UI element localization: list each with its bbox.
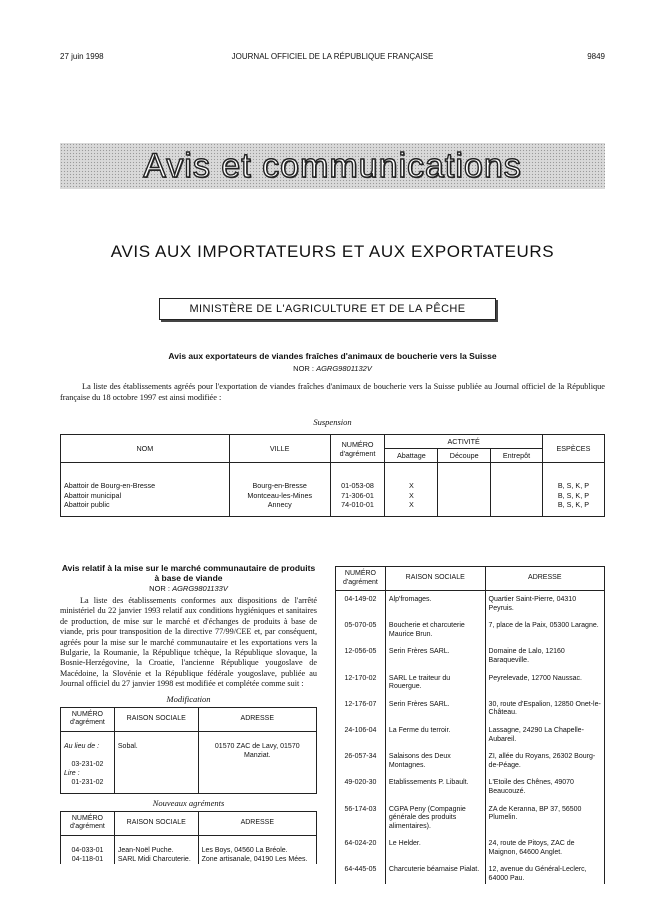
cell-especes: B, S, K, P	[542, 463, 604, 491]
col-abattage: Abattage	[385, 449, 438, 463]
cell-raison: Charcuterie béarnaise Pialat.	[385, 861, 485, 883]
cell-adresse: Domaine de Lalo, 12160 Baraqueville.	[485, 643, 604, 669]
cell-adresse	[198, 769, 316, 778]
cell-numero: 71-306-01	[330, 491, 385, 501]
col-numero: NUMÉRO d'agrément	[61, 707, 115, 731]
col-nom: NOM	[61, 435, 230, 463]
cell-numero: 01-231-02	[61, 778, 115, 794]
cell-adresse: 01570 ZAC de Lavy, 01570 Manziat.	[198, 731, 316, 760]
cell-ville: Annecy	[229, 500, 330, 516]
modification-subtitle: Modification	[166, 693, 211, 704]
cell-ville: Bourg-en-Bresse	[229, 463, 330, 491]
avis2-column	[60, 563, 317, 864]
cell-numero: 12-056-05	[336, 643, 386, 669]
cell-raison: CGPA Peny (Compagnie générale des produits alimentaires).	[385, 801, 485, 836]
cell-raison: Sobal.	[114, 731, 198, 760]
col-activite: ACTIVITÉ	[385, 435, 542, 449]
section-banner	[60, 143, 605, 189]
col-especes: ESPÈCES	[542, 435, 604, 463]
cell-numero: 12-170-02	[336, 670, 386, 696]
col-numero: NUMÉRO d'agrément	[336, 567, 386, 591]
nor-code: AGRG9801133V	[172, 584, 228, 593]
running-header	[60, 52, 605, 64]
table-row	[61, 760, 317, 769]
table-row	[336, 835, 605, 861]
avis2-nor	[60, 584, 317, 593]
table-row	[61, 491, 605, 501]
cell-raison: Jean-Noël Puche.	[114, 835, 198, 855]
section-title: AVIS AUX IMPORTATEURS ET AUX EXPORTATEURS	[110, 242, 555, 261]
table-row	[61, 500, 605, 516]
cell-numero: 49-020-30	[336, 774, 386, 800]
cell-numero: 01-053-08	[330, 463, 385, 491]
table-row	[61, 769, 317, 778]
cell-numero: 05-070-05	[336, 617, 386, 643]
cell-numero: 74-010-01	[330, 500, 385, 516]
cell-numero: 12-176-07	[336, 696, 386, 722]
ministry-box	[159, 298, 496, 320]
cell-ville: Montceau-les-Mines	[229, 491, 330, 501]
col-numero: NUMÉRO d'agrément	[330, 435, 385, 463]
cell-adresse	[198, 778, 316, 794]
cell-raison: Boucherie et charcuterie Maurice Brun.	[385, 617, 485, 643]
avis1-paragraph: La liste des établissements agréés pour l'exportation de viandes fraîches d'animaux de boucherie vers la Suisse publiée au Journal officiel de la République française du 18 octobre 1997 est ainsi modifiée :	[60, 382, 605, 402]
suspension-table	[60, 434, 605, 517]
col-raison: RAISON SOCIALE	[385, 567, 485, 591]
cell-adresse: 12, avenue du Général-Leclerc, 64000 Pau.	[485, 861, 604, 883]
col-numero: NUMÉRO d'agrément	[61, 811, 115, 835]
cell-raison: Le Helder.	[385, 835, 485, 861]
cell-raison	[114, 760, 198, 769]
cell-especes: B, S, K, P	[542, 500, 604, 516]
cell-adresse: 24, route de Pitoys, ZAC de Maignon, 64600 Anglet.	[485, 835, 604, 861]
cell-especes: B, S, K, P	[542, 491, 604, 501]
cell-raison: Serin Frères SARL.	[385, 696, 485, 722]
header-journal: JOURNAL OFFICIEL DE LA RÉPUBLIQUE FRANÇAISE	[231, 52, 434, 61]
cell-decoupe	[438, 491, 491, 501]
cell-raison: Etablissements P. Libault.	[385, 774, 485, 800]
cell-raison	[114, 769, 198, 778]
cell-adresse: ZI, allée du Royans, 26302 Bourg-de-Péage.	[485, 748, 604, 774]
cell-nom: Abattoir municipal	[61, 491, 230, 501]
cell-numero: 04-149-02	[336, 591, 386, 618]
ministry-title: MINISTÈRE DE L'AGRICULTURE ET DE LA PÊCHE	[189, 303, 466, 315]
cell-numero: 56-174-03	[336, 801, 386, 836]
cell-numero: 03-231-02	[61, 760, 115, 769]
nor-code: AGRG9801132V	[316, 364, 372, 373]
cell-raison	[114, 778, 198, 794]
col-adresse: ADRESSE	[198, 707, 316, 731]
cell-raison: La Ferme du terroir.	[385, 722, 485, 748]
avis2-paragraph: La liste des établissements conformes aux dispositions de l'arrêté ministériel du 22 janvier 1993 relatif aux conditions hygiéniques et sanitaires de production, de mise sur le marché et d'échanges de produits à base de viande, pris pour transposition de la directive 77/99/CEE et, par conséquent, agréés pour la mise sur le marché communautaire et les exportations vers la Bulgarie, la Roumanie, la République tchèque, la République slovaque, la Bosnie-Herzégovine, la Croatie, l'ancienne République yougoslave de Macédoine, la Slovénie et la République fédérale yougoslave, publiée au Journal officiel du 27 janvier 1998 est modifiée et complétée comme suit :	[60, 596, 317, 689]
nouveaux-table	[60, 811, 317, 864]
banner-title: Avis et communications	[143, 146, 522, 185]
nor-label: NOR :	[293, 364, 314, 373]
cell-adresse: Les Boys, 04560 La Bréole.	[198, 835, 316, 855]
cell-numero: 04-033-01	[61, 835, 115, 855]
nouveaux-subtitle: Nouveaux agréments	[152, 797, 225, 808]
cell-adresse	[198, 760, 316, 769]
table-row	[336, 861, 605, 883]
table-row	[336, 591, 605, 618]
suspension-subtitle: Suspension	[313, 417, 352, 427]
cell-numero: 64-024-20	[336, 835, 386, 861]
cell-numero: 26-057-34	[336, 748, 386, 774]
table-row	[336, 643, 605, 669]
table-row	[61, 463, 605, 491]
cell-nom: Abattoir public	[61, 500, 230, 516]
cell-abattage: X	[385, 500, 438, 516]
table-row	[336, 748, 605, 774]
cell-adresse: Quartier Saint-Pierre, 04310 Peyruis.	[485, 591, 604, 618]
cell-numero: Au lieu de :	[61, 731, 115, 760]
cell-numero: 64-445-05	[336, 861, 386, 883]
cell-numero: Lire :	[61, 769, 115, 778]
cell-adresse: ZA de Keranna, BP 37, 56500 Plumelin.	[485, 801, 604, 836]
cell-adresse: Peyrelevade, 12700 Naussac.	[485, 670, 604, 696]
agrements-table	[335, 566, 605, 884]
cell-adresse: Lassagne, 24290 La Chapelle-Aubareil.	[485, 722, 604, 748]
table-row	[61, 855, 317, 864]
cell-adresse: L'Etoile des Chênes, 49070 Beaucouzé.	[485, 774, 604, 800]
avis1-title: Avis aux exportateurs de viandes fraîches d'animaux de boucherie vers la Suisse	[168, 351, 497, 361]
cell-nom: Abattoir de Bourg-en-Bresse	[61, 463, 230, 491]
cell-entrepot	[491, 491, 543, 501]
cell-raison: Salaisons des Deux Montagnes.	[385, 748, 485, 774]
cell-numero: 24-106-04	[336, 722, 386, 748]
avis1-nor	[0, 364, 665, 373]
cell-entrepot	[491, 500, 543, 516]
table-row	[336, 722, 605, 748]
cell-raison: SARL Midi Charcuterie.	[114, 855, 198, 864]
col-adresse: ADRESSE	[485, 567, 604, 591]
cell-entrepot	[491, 463, 543, 491]
table-row	[61, 731, 317, 760]
col-raison: RAISON SOCIALE	[114, 811, 198, 835]
table-row	[336, 801, 605, 836]
col-adresse: ADRESSE	[198, 811, 316, 835]
cell-numero: 04-118-01	[61, 855, 115, 864]
cell-adresse: 7, place de la Paix, 05300 Laragne.	[485, 617, 604, 643]
cell-raison: SARL Le traiteur du Rouergue.	[385, 670, 485, 696]
cell-abattage: X	[385, 463, 438, 491]
cell-decoupe	[438, 500, 491, 516]
col-entrepot: Entrepôt	[491, 449, 543, 463]
table-row	[336, 774, 605, 800]
table-row	[61, 778, 317, 794]
avis2-title: Avis relatif à la mise sur le marché communautaire de produits à base de viande	[61, 563, 316, 583]
cell-raison: Alp'fromages.	[385, 591, 485, 618]
col-raison: RAISON SOCIALE	[114, 707, 198, 731]
table-row	[336, 696, 605, 722]
table-row	[336, 617, 605, 643]
header-date: 27 juin 1998	[60, 52, 104, 61]
table-row	[61, 835, 317, 855]
cell-raison: Serin Frères SARL.	[385, 643, 485, 669]
modification-table	[60, 707, 317, 794]
cell-adresse: Zone artisanale, 04190 Les Mées.	[198, 855, 316, 864]
cell-abattage: X	[385, 491, 438, 501]
table-row	[336, 670, 605, 696]
col-decoupe: Découpe	[438, 449, 491, 463]
cell-adresse: 30, route d'Espalion, 12850 Onet-le-Château.	[485, 696, 604, 722]
nor-label: NOR :	[149, 584, 170, 593]
cell-decoupe	[438, 463, 491, 491]
header-page-number: 9849	[587, 52, 605, 61]
col-ville: VILLE	[229, 435, 330, 463]
